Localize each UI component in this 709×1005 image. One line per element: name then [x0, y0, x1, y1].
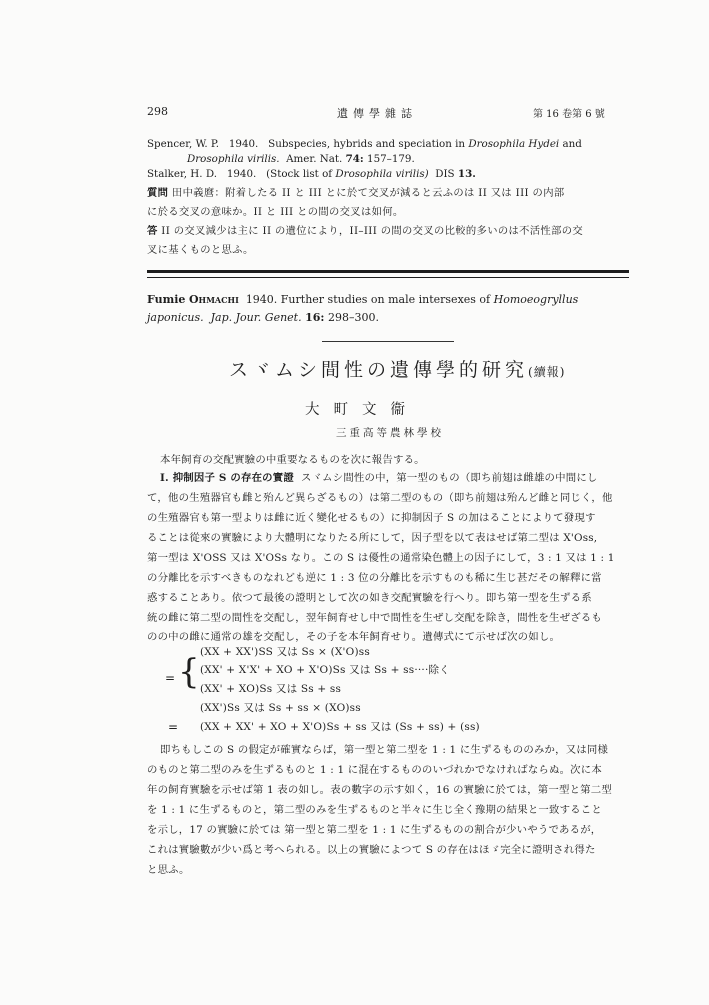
title-rule [322, 341, 454, 342]
section-rule-thick [147, 270, 629, 273]
formula-1: (XX + XX')SS 又は Ss × (X'O)ss [200, 646, 370, 658]
formula-3: (XX' + XO)Ss 又は Ss + ss [200, 683, 342, 695]
section-1-line-1: I. 抑制因子 S の存在の實證 スヾムシ間性の中，第一型のもの（即ち前翅は雌雄の中間にし [160, 472, 598, 484]
paragraph-2-line-2: のものと第二型のみを生ずるものと 1 : 1 に混在するもののいづれかでなければならぬ。次に本 [147, 764, 602, 776]
formula-4: (XX')Ss 又は Ss + ss × (XO)ss [200, 702, 361, 714]
section-1-line-8: 統の雌に第二型の間性を交配し，翌年飼育せし中で間性を生ぜし交配を除き，間性を生ぜざるも [147, 612, 602, 624]
article-author: 大町文衞 [305, 402, 419, 418]
section-1-line-2: て，他の生殖器官も雌と殆んど異らざるもの）は第二型のもの（即ち前翅は殆んど雌と同じく，他 [147, 492, 613, 504]
intro-paragraph: 本年飼育の交配實驗の中重要なるものを次に報告する。 [160, 454, 425, 466]
section-1-line-5: 第一型は X'OSS 又は X'OSs なり。この S は優性の通常染色體上の因子にして，3 : 1 又は 1 : 1 [147, 552, 615, 564]
formula-5: (XX + XX' + XO + X'O)Ss + ss 又は (Ss + ss) + (ss) [200, 721, 480, 733]
paragraph-2-line-4: を 1 : 1 に生ずるものと，第二型のみを生ずるものと半々に生じ全く豫期の結果と一致すること [147, 804, 602, 816]
section-rule-thin [147, 277, 629, 278]
answer-line-1: 答 II の交叉減少は主に II の遺位により，II–III の間の交叉の比較的多いのは不活性部の交 [147, 225, 584, 237]
paragraph-2-line-3: 年の飼育實驗を示せば第 1 表の如し。表の數字の示す如く，16 の實驗に於ては，第一型と第二型 [147, 784, 612, 796]
section-1-line-4: ることは從來の實驗により大體明になりたる所にして，因子型を以て表はせば第二型は X'Oss, [147, 532, 598, 544]
article-citation-line-2: japonicus. Jap. Jour. Genet. 16: 298–300. [147, 311, 379, 324]
formula-brace: { [178, 652, 200, 692]
paragraph-2-line-6: これは實驗數が少い爲と考へられる。以上の實驗によつて S の存在はほゞ完全に證明され得た [147, 844, 596, 856]
reference-spencer: Spencer, W. P. 1940. Subspecies, hybrids and speciation in Drosophila Hydei and [147, 138, 582, 150]
reference-spencer-cont: Drosophila virilis. Amer. Nat. 74: 157–179. [187, 153, 415, 165]
journal-title: 遺傳學雜誌 [337, 107, 417, 120]
equals-sign-2: = [168, 720, 179, 734]
section-1-line-3: の生殖器官も第一型よりは雌に近く變化せるもの）に抑制因子 S の加はることによりて發現す [147, 512, 596, 524]
question-line-2: に於る交叉の意味か。II と III との間の交叉は如何。 [147, 206, 404, 218]
volume-issue: 第 16 卷第 6 號 [533, 109, 605, 120]
paragraph-2-line-1: 即ちもしこの S の假定が確實ならば，第一型と第二型を 1 : 1 に生ずるもののみか，又は同様 [160, 744, 609, 756]
page-number: 298 [147, 105, 168, 118]
article-citation-line-1: Fumie Ohmachi 1940. Further studies on male intersexes of Homoeogryllus [147, 293, 579, 306]
equals-sign-1: = [165, 671, 176, 685]
formula-2: (XX' + X'X' + XO + X'O)Ss 又は Ss + ss····除く [200, 664, 450, 676]
section-1-line-6: の分離比を示すべきものなれども逆に 1 : 3 位の分離比を示すものも稀に生じ甚だその解釋に當 [147, 572, 602, 584]
answer-line-2: 叉に基くものと思ふ。 [147, 244, 254, 256]
section-1-line-7: 惑することあり。依つて最後の證明として次の如き交配實驗を行へり。即ち第一型を生ずる系 [147, 592, 592, 604]
reference-stalker: Stalker, H. D. 1940. (Stock list of Drosophila virilis) DIS 13. [147, 168, 476, 180]
question-line-1: 質問 田中義麿：附着したる II と III とに於て交叉が減ると云ふのは II 又は III の内部 [147, 187, 565, 199]
paragraph-2-line-7: と思ふ。 [147, 864, 190, 876]
section-1-line-9: のの中の雌に通常の雄を交配し，その子を本年飼育せり。遺傳式にて示せば次の如し。 [147, 631, 561, 643]
paragraph-2-line-5: を示し，17 の實驗に於ては 第一型と第二型を 1 : 1 に生ずるものの割合が少いやうであるが， [147, 824, 602, 836]
article-title: スヾムシ間性の遺傳學的研究(續報) [229, 359, 566, 381]
article-affiliation: 三重高等農林學校 [336, 427, 444, 439]
